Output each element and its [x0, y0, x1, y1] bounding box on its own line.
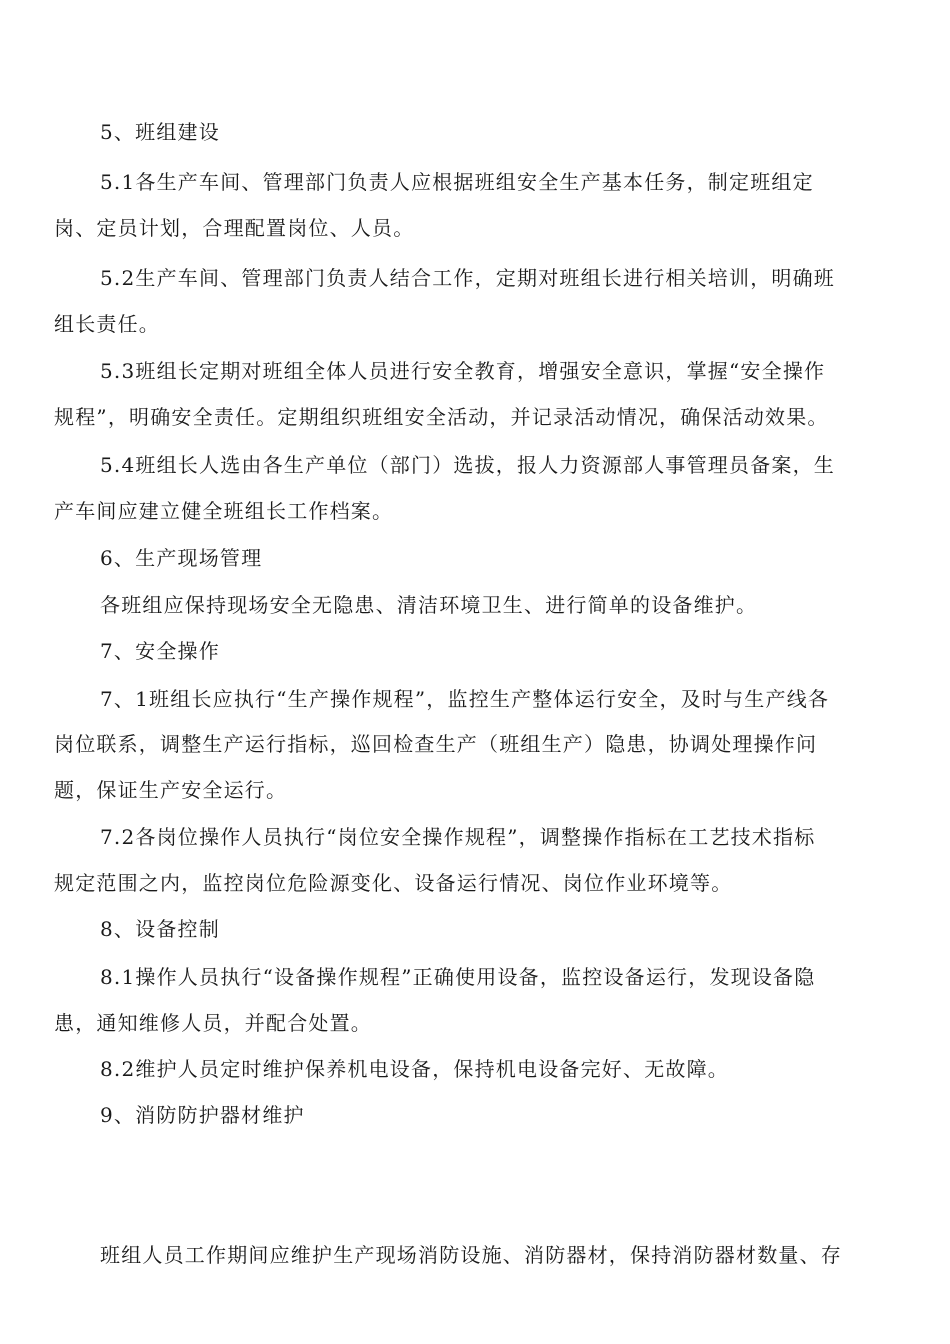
- paragraph-line: 题，保证生产安全运行。: [54, 778, 288, 802]
- paragraph-line: 规程”，明确安全责任。定期组织班组安全活动，并记录活动情况，确保活动效果。: [54, 405, 829, 429]
- paragraph-line: 产车间应建立健全班组长工作档案。: [54, 499, 394, 523]
- paragraph-line: 8.1操作人员执行“设备操作规程”正确使用设备，监控设备运行，发现设备隐: [100, 965, 816, 989]
- paragraph-line: 班组人员工作期间应维护生产现场消防设施、消防器材，保持消防器材数量、存: [100, 1243, 842, 1267]
- heading-team-building: 5、班组建设: [100, 120, 220, 144]
- heading-equipment-control: 8、设备控制: [100, 917, 220, 941]
- paragraph-line: 各班组应保持现场安全无隐患、清洁环境卫生、进行简单的设备维护。: [100, 593, 758, 617]
- paragraph-line: 7、1班组长应执行“生产操作规程”，监控生产整体运行安全，及时与生产线各: [100, 687, 830, 711]
- paragraph-line: 5.1各生产车间、管理部门负责人应根据班组安全生产基本任务，制定班组定: [100, 170, 814, 194]
- paragraph-line: 5.2生产车间、管理部门负责人结合工作，定期对班组长进行相关培训，明确班: [100, 266, 836, 290]
- heading-fire-equipment: 9、消防防护器材维护: [100, 1103, 305, 1127]
- paragraph-line: 岗、定员计划，合理配置岗位、人员。: [54, 216, 415, 240]
- paragraph-line: 5.4班组长人选由各生产单位（部门）选拔，报人力资源部人事管理员备案，生: [100, 453, 836, 477]
- paragraph-line: 5.3班组长定期对班组全体人员进行安全教育，增强安全意识，掌握“安全操作: [100, 359, 826, 383]
- paragraph-line: 组长责任。: [54, 312, 160, 336]
- paragraph-line: 患，通知维修人员，并配合处置。: [54, 1011, 372, 1035]
- paragraph-line: 规定范围之内，监控岗位危险源变化、设备运行情况、岗位作业环境等。: [54, 871, 733, 895]
- heading-safe-operation: 7、安全操作: [100, 639, 220, 663]
- heading-site-management: 6、生产现场管理: [100, 546, 263, 570]
- paragraph-line: 8.2维护人员定时维护保养机电设备，保持机电设备完好、无故障。: [100, 1057, 730, 1081]
- paragraph-line: 7.2各岗位操作人员执行“岗位安全操作规程”，调整操作指标在工艺技术指标: [100, 825, 816, 849]
- paragraph-line: 岗位联系，调整生产运行指标，巡回检查生产（班组生产）隐患，协调处理操作问: [54, 732, 818, 756]
